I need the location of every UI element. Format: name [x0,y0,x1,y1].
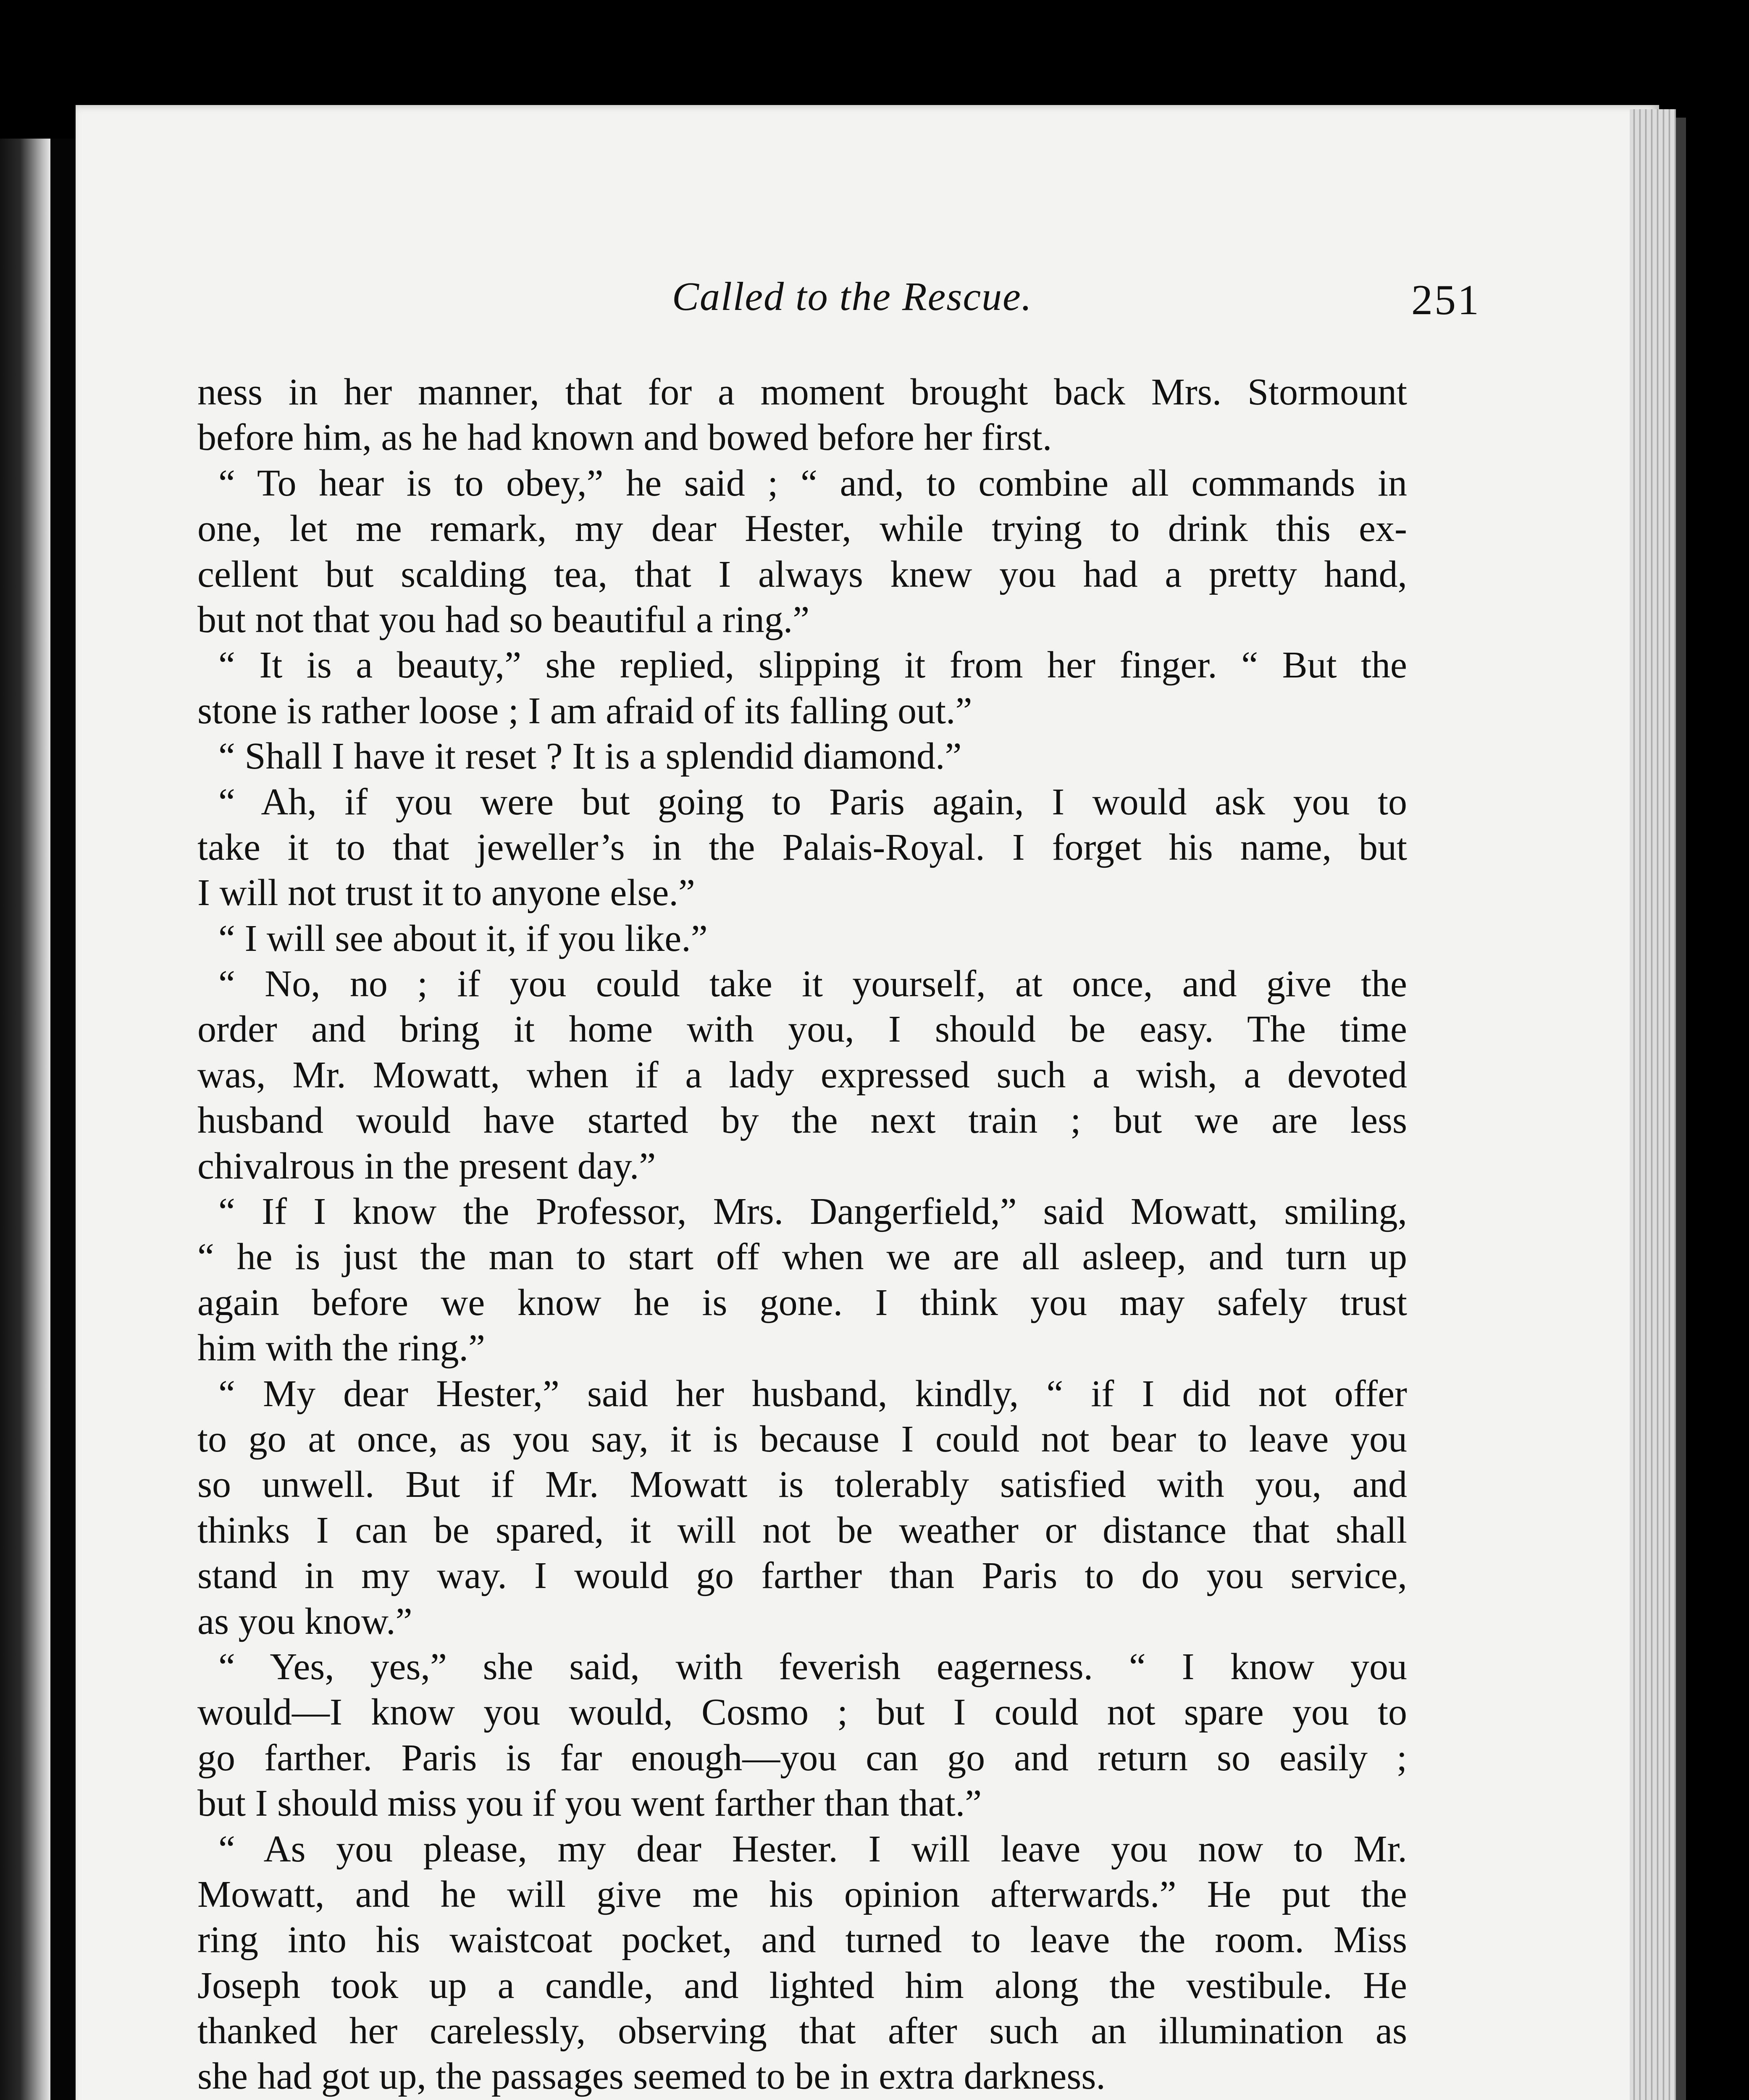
text-line: “ As you please, my dear Hester. I will leave you now to Mr. [218,1828,1407,1870]
text-line: Mowatt, and he will give me his opinion afterwards.” He put the [197,1873,1407,1915]
page-stack-edge [1630,109,1676,2100]
text-line: order and bring it home with you, I should be easy. The time [197,1008,1407,1050]
text-line: thanked her carelessly, observing that after such an illumination as [197,2010,1407,2052]
text-line: would—I know you would, Cosmo ; but I could not spare you to [197,1691,1407,1733]
running-title: Called to the Rescue. [672,274,1032,319]
text-line: but not that you had so beautiful a ring.” [197,598,810,640]
text-line: take it to that jeweller’s in the Palais-Royal. I forget his name, but [197,826,1407,868]
text-line: “ To hear is to obey,” he said ; “ and, to combine all commands in [218,462,1407,504]
running-head [76,273,1659,332]
text-line: “ he is just the man to start off when we are all asleep, and turn up [197,1236,1407,1278]
text-line: “ No, no ; if you could take it yourself, at once, and give the [218,963,1407,1005]
text-line: “ My dear Hester,” said her husband, kindly, “ if I did not offer [218,1373,1407,1415]
text-line: Joseph took up a candle, and lighted him along the vestibule. He [197,1964,1407,2006]
text-line: “ Yes, yes,” she said, with feverish eagerness. “ I know you [218,1646,1407,1688]
text-line: “ Shall I have it reset ? It is a splendid diamond.” [218,735,962,777]
text-line: chivalrous in the present day.” [197,1145,656,1187]
text-line: stone is rather loose ; I am afraid of its falling out.” [197,690,972,732]
text-line: so unwell. But if Mr. Mowatt is tolerably satisfied with you, and [197,1464,1407,1506]
text-line: again before we know he is gone. I think you may safely trust [197,1281,1407,1323]
text-line: as you know.” [197,1600,412,1642]
text-line: “ I will see about it, if you like.” [218,917,708,959]
text-line: go farther. Paris is far enough—you can go and return so easily ; [197,1737,1407,1779]
page-number: 251 [1411,276,1481,324]
gutter-shadow [50,139,76,2100]
text-line: husband would have started by the next train ; but we are less [197,1100,1407,1142]
text-line: before him, as he had known and bowed before her first. [197,417,1052,459]
text-line: I will not trust it to anyone else.” [197,872,695,914]
text-line: she had got up, the passages seemed to be in extra darkness. [197,2055,1106,2097]
text-line: one, let me remark, my dear Hester, while trying to drink this ex- [197,508,1407,550]
text-line: was, Mr. Mowatt, when if a lady expressed such a wish, a devoted [197,1054,1407,1096]
text-line: him with the ring.” [197,1327,485,1369]
text-line: ring into his waistcoat pocket, and turned to leave the room. Miss [197,1919,1407,1961]
text-line: “ It is a beauty,” she replied, slipping it from her finger. “ But the [218,644,1407,686]
previous-page-edge [0,139,50,2100]
body-text [197,370,1407,2100]
text-line: thinks I can be spared, it will not be weather or distance that shall [197,1509,1407,1551]
text-line: to go at once, as you say, it is because I could not bear to leave you [197,1418,1407,1460]
text-line: “ If I know the Professor, Mrs. Dangerfield,” said Mowatt, smiling, [218,1191,1407,1233]
text-line: but I should miss you if you went farther than that.” [197,1782,982,1824]
text-line: ness in her manner, that for a moment brought back Mrs. Stormount [197,371,1407,413]
text-line: stand in my way. I would go farther than Paris to do you service, [197,1555,1407,1597]
page-stack-shadow [1676,118,1686,2100]
text-line: “ Ah, if you were but going to Paris again, I would ask you to [218,781,1407,823]
text-line: cellent but scalding tea, that I always knew you had a pretty hand, [197,553,1407,595]
